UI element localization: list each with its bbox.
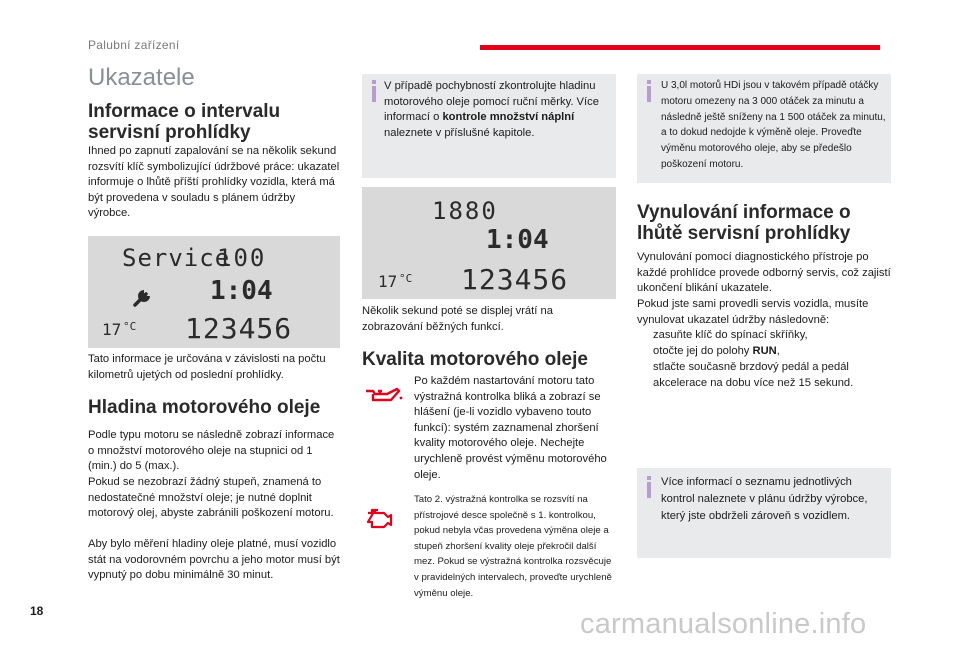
paragraph-service-mileage: Tato informace je určována v závislosti na počtu kilometrů ujetých od poslední prohlídky. xyxy=(88,353,326,381)
info-hdi-engine-text: U 3,0l motorů HDi jsou v takovém případě otáčky motoru omezeny na 3 000 otáček za minutu a následně ještě sníženy na 1 500 otáček za minutu, a to dokud nedojde k výměně oleje. Proveďte výměnu motorového oleje, aby se předešlo poškození motoru. xyxy=(661,80,886,170)
heading-oil-quality: Kvalita motorového oleje xyxy=(362,349,588,370)
list-item xyxy=(637,344,891,360)
info-icon xyxy=(643,80,657,102)
paragraph-reset-workshop: Vynulování pomocí diagnostického přístroje po každé prohlídce provede odborný servis, což zajistí ukončení blikání ukazatele. xyxy=(637,251,891,295)
info-box-hdi-engine xyxy=(637,74,891,183)
engine-warning-icon xyxy=(364,505,396,531)
paragraph-reset-self: Pokud jste sami provedli servis vozidla, musíte vynulovat ukazatel údržby následovně: xyxy=(637,298,869,326)
page-number: 18 xyxy=(30,604,44,618)
paragraph-oil-level-scale: Podle typu motoru se následně zobrazí informace o množství motorového oleje na stupnici od 1 (min.) do 5 (max.). xyxy=(88,429,335,473)
lcd-temperature-value: 17 xyxy=(378,272,398,291)
page-title: Ukazatele xyxy=(88,64,195,91)
lcd-temperature-value: 17 xyxy=(102,320,122,339)
info-box-maintenance-plan xyxy=(637,468,891,558)
paragraph-oil-quality-second-warning: Tato 2. výstražná kontrolka se rozsvítí na přístrojové desce společně s 1. kontrolkou, pokud nebyla včas provedena výměna oleje a stupeň zhoršení kvality oleje překročil další mez. Pokud se výstražná kontrolka rozsvěcuje v pravidelných intervalech, proveďte urychleně výměnu oleje. xyxy=(414,494,612,599)
heading-reset-service: Vynulování informace o lhůtě servisní prohlídky xyxy=(637,202,851,244)
section-header: Palubní zařízení xyxy=(88,38,180,52)
reset-step-text: otočte jej do polohy RUN, xyxy=(653,345,780,357)
header-accent-bar xyxy=(480,45,880,50)
paragraph-oil-quality-warning: Po každém nastartování motoru tato výstražná kontrolka bliká a zobrazí se hlášení (je-li vozidlo vybaveno touto funkcí): systém zaznamenal zhoršení kvality motorového oleje. Nechejte urychleně provést výměnu motorového oleje. xyxy=(414,375,607,481)
lcd-time: 1:04 xyxy=(210,276,273,306)
list-item xyxy=(637,328,891,344)
oil-can-warning-icon xyxy=(363,385,403,407)
lcd-temperature-unit: °C xyxy=(123,320,137,333)
lcd-odometer: 123456 xyxy=(461,263,569,296)
paragraph-oil-level-low: Pokud se nezobrazí žádný stupeň, znamená to nedostatečné množství oleje; je nutné doplnit motorový olej, abyste zabránili poškození motoru. xyxy=(88,476,334,520)
info-box-dipstick xyxy=(362,74,616,178)
paragraph-service-intro: Ihned po zapnutí zapalování se na několik sekund rozsvítí klíč symbolizující údržbové práce: ukazatel informuje o lhůtě příští prohlídky vozidla, která má být provedena v souladu s plánem údržby výrobce. xyxy=(88,145,340,220)
paragraph-display-return: Několik sekund poté se displej vrátí na zobrazování běžných funkcí. xyxy=(362,305,553,333)
info-dipstick-text: V případě pochybností zkontrolujte hladinu motorového oleje pomocí ruční měrky. Více informací o kontrole množství náplní naleznete v příslušné kapitole. xyxy=(384,80,599,139)
lcd-display-oil xyxy=(362,187,616,299)
lcd-oil-value: 1880 xyxy=(432,197,498,225)
watermark: carmanualsonline.info xyxy=(580,608,867,640)
heading-oil-level: Hladina motorového oleje xyxy=(88,397,321,418)
lcd-display-service xyxy=(88,236,340,348)
list-item xyxy=(637,360,891,392)
info-maintenance-plan-text: Více informací o seznamu jednotlivých kontrol naleznete v plánu údržby výrobce, který jste obdrželi zároveň s vozidlem. xyxy=(661,476,868,522)
info-icon xyxy=(368,80,382,102)
lcd-service-label: Service xyxy=(122,244,231,272)
lcd-service-value: 100 xyxy=(217,244,267,272)
reset-step-text: stlačte současně brzdový pedál a pedál akcelerace na dobu více než 15 sekund. xyxy=(653,361,854,389)
paragraph-oil-level-measure: Aby bylo měření hladiny oleje platné, musí vozidlo stát na vodorovném povrchu a jeho motor musí být vypnutý po dobu minimálně 30 minut. xyxy=(88,538,340,582)
lcd-temperature-unit: °C xyxy=(399,272,413,285)
info-icon xyxy=(643,476,657,498)
heading-service-interval: Informace o intervalu servisní prohlídky xyxy=(88,101,281,143)
lcd-time: 1:04 xyxy=(486,225,549,255)
reset-step-text: zasuňte klíč do spínací skříňky, xyxy=(653,329,808,341)
lcd-odometer: 123456 xyxy=(185,312,293,345)
wrench-icon xyxy=(132,282,158,308)
